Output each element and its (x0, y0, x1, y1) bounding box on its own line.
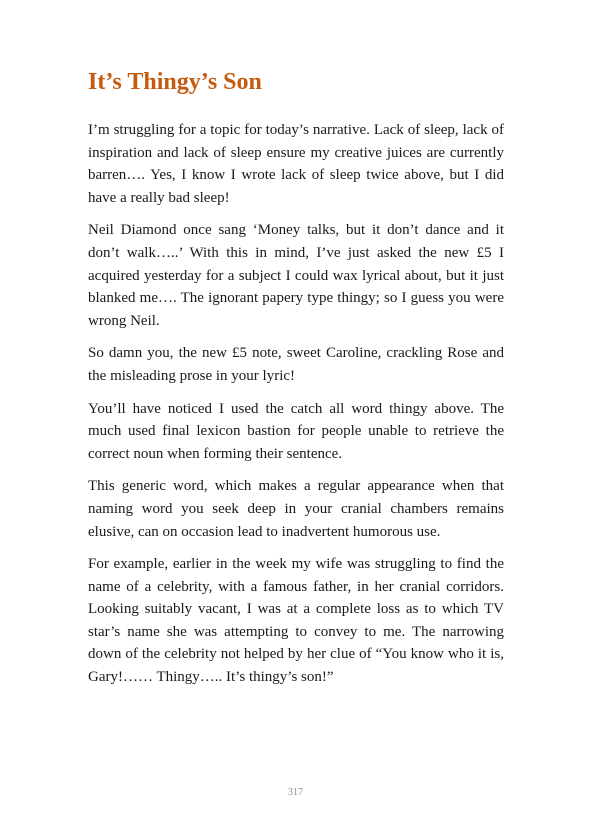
page-number: 317 (288, 787, 303, 798)
paragraph-4: You’ll have noticed I used the catch all word thingy above. The much used final lexicon bastion for people unable to retrieve the correct noun when forming their sentence. (88, 400, 504, 462)
body-text (88, 119, 504, 699)
paragraph-2: Neil Diamond once sang ‘Money talks, but it don’t dance and it don’t walk…..’ With this in mind, I’ve just asked the new £5 I acquired yesterday for a subject I could wax lyrical about, but it just blanked me…. The ignorant papery type thingy; so I guess you were wrong Neil. (88, 222, 504, 329)
paragraph-6: For example, earlier in the week my wife was struggling to find the name of a celebrity, with a famous father, in her cranial corridors. Looking suitably vacant, I was at a complete loss as to which TV star’s name she was attempting to convey to me. The narrowing down of the celebrity not helped by her clue of “You know who it is, Gary!…… Thingy….. It’s thingy’s son!” (88, 556, 504, 686)
chapter-title: It’s Thingy’s Son (88, 69, 262, 95)
paragraph-3: So damn you, the new £5 note, sweet Caroline, crackling Rose and the misleading prose in your lyric! (88, 345, 504, 384)
paragraph-5: This generic word, which makes a regular appearance when that naming word you seek deep in your cranial chambers remains elusive, can on occasion lead to inadvertent humorous use. (88, 478, 504, 540)
paragraph-1: I’m struggling for a topic for today’s narrative. Lack of sleep, lack of inspiration and lack of sleep ensure my creative juices are currently barren…. Yes, I know I wrote lack of sleep twice above, but I did have a really bad sleep! (88, 122, 504, 206)
